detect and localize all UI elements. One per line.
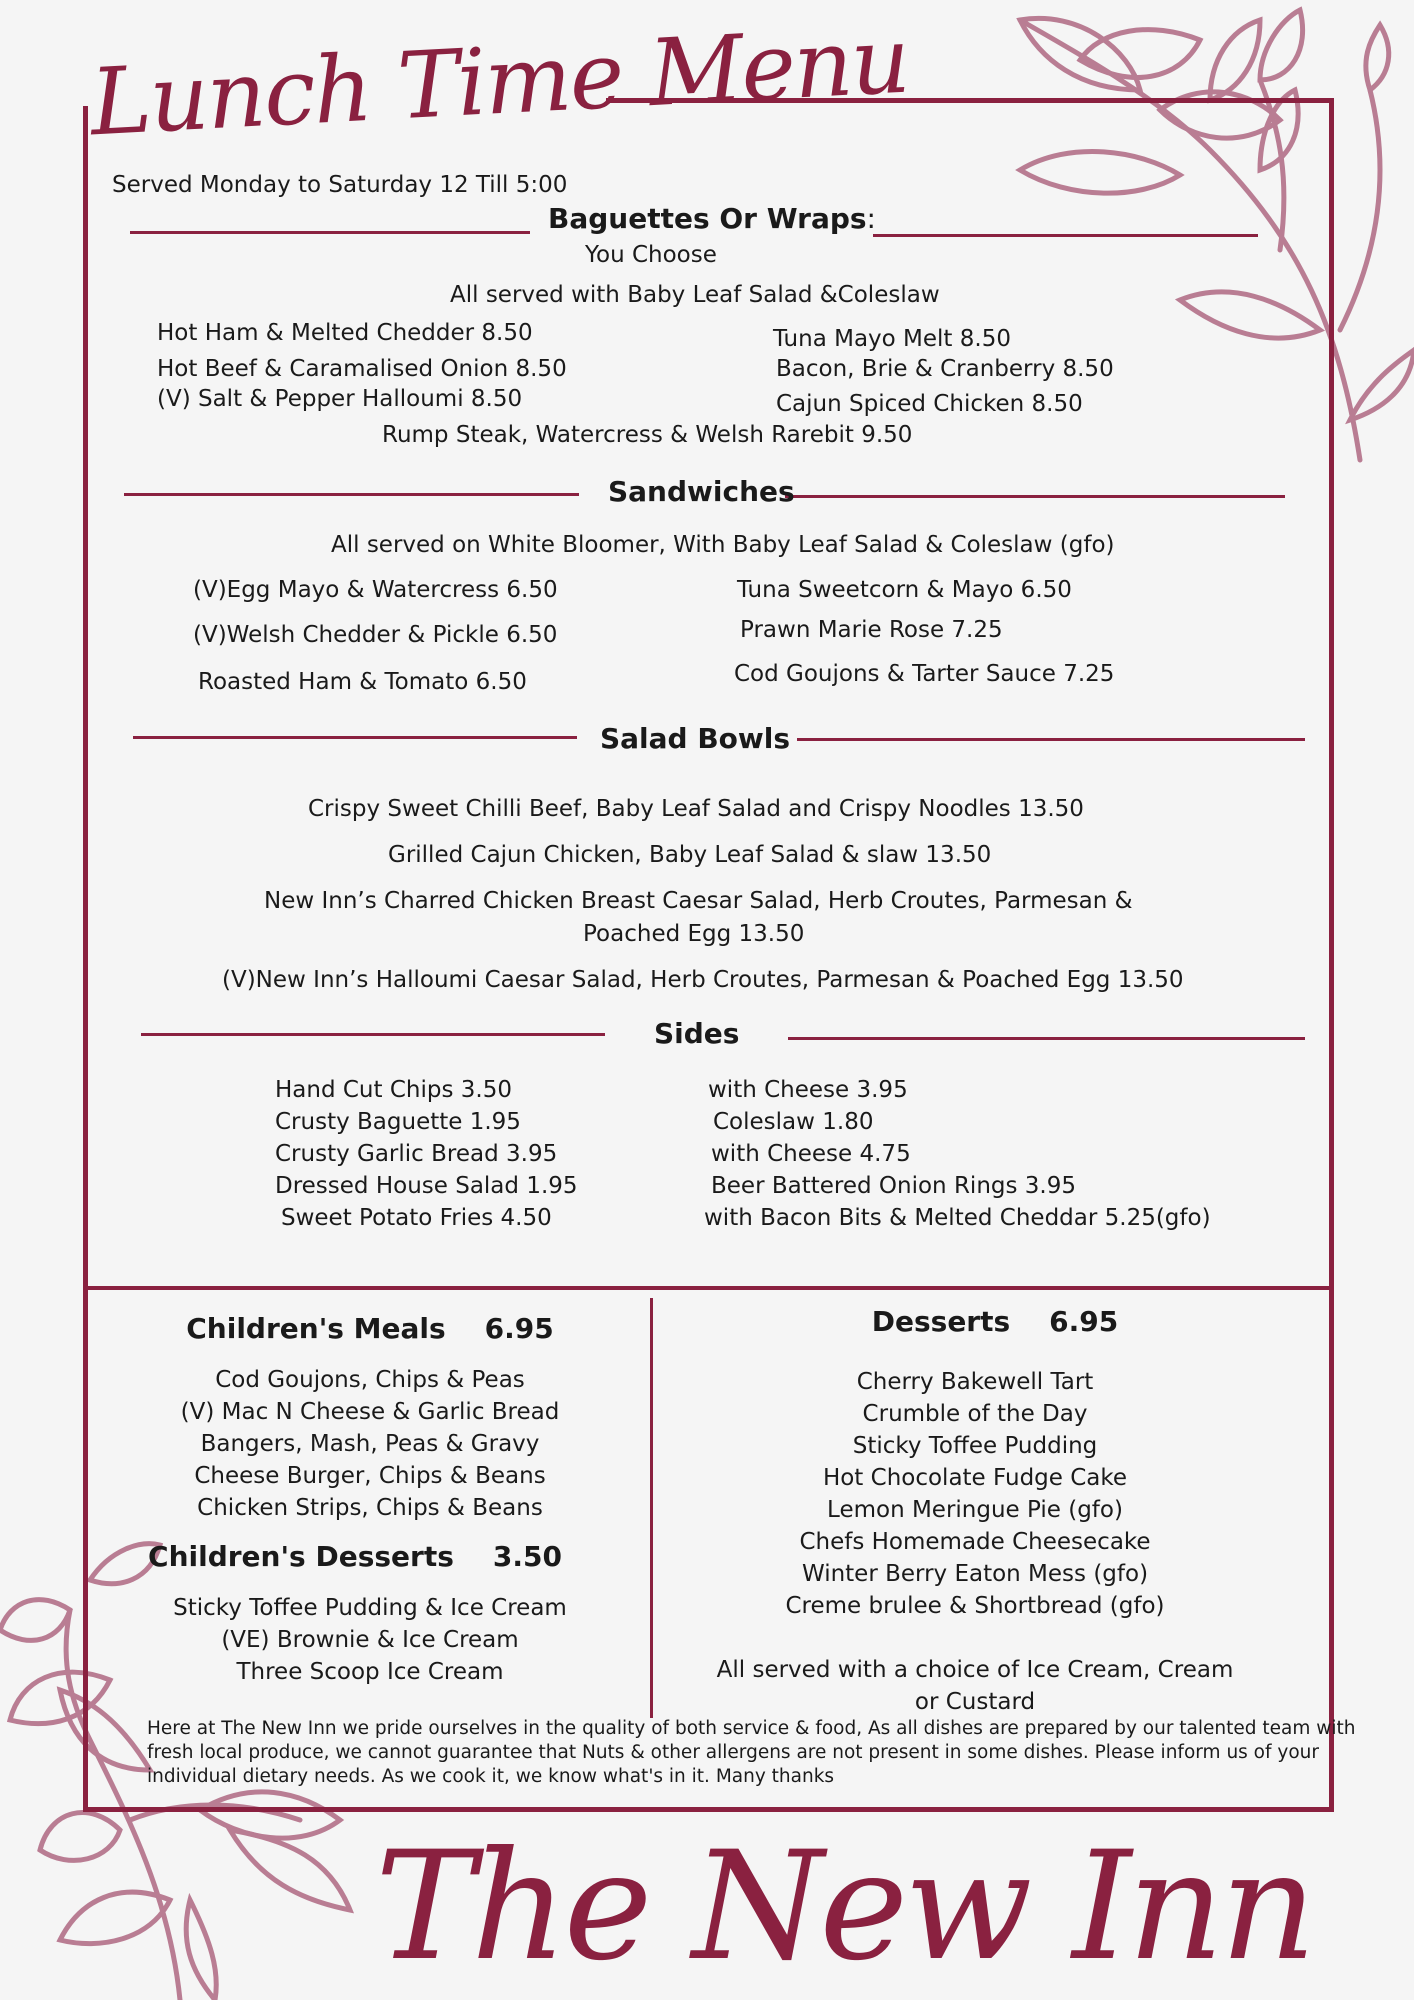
baguettes-note: All served with Baby Leaf Salad &Coleslaw xyxy=(450,282,940,308)
restaurant-name: The New Inn xyxy=(375,1820,1313,1994)
menu-item: Cod Goujons & Tarter Sauce 7.25 xyxy=(734,661,1115,687)
menu-item: Crumble of the Day xyxy=(862,1401,1088,1427)
section-heading-childrens-desserts: Children's Desserts 3.50 xyxy=(148,1540,562,1573)
menu-item: Cajun Spiced Chicken 8.50 xyxy=(776,391,1083,417)
divider-line xyxy=(873,234,1258,237)
menu-item: Bacon, Brie & Cranberry 8.50 xyxy=(776,356,1114,382)
section-heading-sandwiches: Sandwiches xyxy=(608,475,795,508)
menu-item: Beer Battered Onion Rings 3.95 xyxy=(711,1173,1077,1199)
menu-item: Tuna Sweetcorn & Mayo 6.50 xyxy=(737,577,1072,603)
menu-item: (V)Egg Mayo & Watercress 6.50 xyxy=(193,577,558,603)
menu-item: Tuna Mayo Melt 8.50 xyxy=(773,326,1011,352)
menu-item: Rump Steak, Watercress & Welsh Rarebit 9.50 xyxy=(382,422,913,448)
divider-line xyxy=(785,495,1285,498)
heading-text: Baguettes Or Wraps xyxy=(548,202,867,235)
menu-item: Winter Berry Eaton Mess (gfo) xyxy=(801,1561,1149,1587)
divider-line xyxy=(788,1037,1305,1040)
menu-item: Sticky Toffee Pudding xyxy=(852,1433,1098,1459)
menu-item: Coleslaw 1.80 xyxy=(713,1109,874,1135)
menu-item: Bangers, Mash, Peas & Gravy xyxy=(200,1431,540,1457)
disclaimer xyxy=(147,1717,1356,1789)
menu-item: Poached Egg 13.50 xyxy=(583,921,805,947)
menu-item: Lemon Meringue Pie (gfo) xyxy=(827,1497,1123,1523)
section-heading-baguettes xyxy=(548,202,876,235)
column-divider xyxy=(650,1298,653,1718)
menu-item: Three Scoop Ice Cream xyxy=(236,1659,504,1685)
menu-item: Hot Beef & Caramalised Onion 8.50 xyxy=(157,356,567,382)
disclaimer-line: Here at The New Inn we pride ourselves in the quality of both service & food, As all dishes are prepared by our talented team with xyxy=(147,1718,1356,1739)
menu-item: with Cheese 4.75 xyxy=(711,1141,911,1167)
menu-item: New Inn’s Charred Chicken Breast Caesar Salad, Herb Croutes, Parmesan & xyxy=(264,888,1133,914)
section-heading-salads: Salad Bowls xyxy=(600,722,791,755)
divider-line xyxy=(133,736,577,739)
menu-item: (V)New Inn’s Halloumi Caesar Salad, Herb Croutes, Parmesan & Poached Egg 13.50 xyxy=(222,967,1184,993)
baguettes-subtitle: You Choose xyxy=(585,242,717,268)
menu-item: Cherry Bakewell Tart xyxy=(856,1369,1094,1395)
menu-item: (VE) Brownie & Ice Cream xyxy=(221,1627,519,1653)
menu-item: Dressed House Salad 1.95 xyxy=(275,1173,578,1199)
menu-item: (V) Mac N Cheese & Garlic Bread xyxy=(180,1399,560,1425)
menu-item: Chicken Strips, Chips & Beans xyxy=(197,1495,543,1521)
sandwiches-note: All served on White Bloomer, With Baby Leaf Salad & Coleslaw (gfo) xyxy=(331,532,1115,558)
menu-item: Sticky Toffee Pudding & Ice Cream xyxy=(173,1595,567,1621)
menu-item: Crusty Baguette 1.95 xyxy=(275,1109,521,1135)
disclaimer-line: fresh local produce, we cannot guarantee that Nuts & other allergens are not present in some dishes. Please inform us of your xyxy=(147,1742,1319,1763)
menu-item: Hot Ham & Melted Chedder 8.50 xyxy=(157,320,533,346)
divider-line xyxy=(797,738,1305,741)
menu-item: Hand Cut Chips 3.50 xyxy=(275,1077,512,1103)
section-heading-childrens-meals: Children's Meals 6.95 xyxy=(186,1312,554,1345)
menu-title: Lunch Time Menu xyxy=(87,6,911,157)
menu-item: (V) Salt & Pepper Halloumi 8.50 xyxy=(157,386,523,412)
divider-line xyxy=(130,231,530,234)
disclaimer-line: individual dietary needs. As we cook it, we know what's in it. Many thanks xyxy=(147,1766,835,1787)
section-divider-bottom xyxy=(86,1286,1331,1290)
desserts-note: All served with a choice of Ice Cream, Cream xyxy=(716,1657,1234,1683)
menu-item: Cheese Burger, Chips & Beans xyxy=(194,1463,546,1489)
menu-item: Crusty Garlic Bread 3.95 xyxy=(275,1141,558,1167)
divider-line xyxy=(141,1033,605,1036)
heading-colon: : xyxy=(866,202,876,235)
section-heading-sides: Sides xyxy=(654,1017,740,1050)
menu-item: Cod Goujons, Chips & Peas xyxy=(215,1367,525,1393)
menu-item: Roasted Ham & Tomato 6.50 xyxy=(198,669,527,695)
menu-item: with Cheese 3.95 xyxy=(708,1077,908,1103)
menu-item: Creme brulee & Shortbread (gfo) xyxy=(785,1593,1165,1619)
menu-item: Hot Chocolate Fudge Cake xyxy=(822,1465,1128,1491)
divider-line xyxy=(124,493,579,496)
menu-item: (V)Welsh Chedder & Pickle 6.50 xyxy=(193,622,558,648)
menu-item: Prawn Marie Rose 7.25 xyxy=(740,617,1003,643)
menu-item: Crispy Sweet Chilli Beef, Baby Leaf Salad and Crispy Noodles 13.50 xyxy=(308,796,1084,822)
served-times: Served Monday to Saturday 12 Till 5:00 xyxy=(112,172,568,198)
menu-item: Sweet Potato Fries 4.50 xyxy=(281,1205,552,1231)
menu-item: Chefs Homemade Cheesecake xyxy=(799,1529,1151,1555)
section-heading-desserts: Desserts 6.95 xyxy=(871,1305,1119,1338)
desserts-note: or Custard xyxy=(914,1689,1036,1715)
menu-item: Grilled Cajun Chicken, Baby Leaf Salad & slaw 13.50 xyxy=(388,842,992,868)
menu-item: with Bacon Bits & Melted Cheddar 5.25(gfo) xyxy=(704,1205,1211,1231)
